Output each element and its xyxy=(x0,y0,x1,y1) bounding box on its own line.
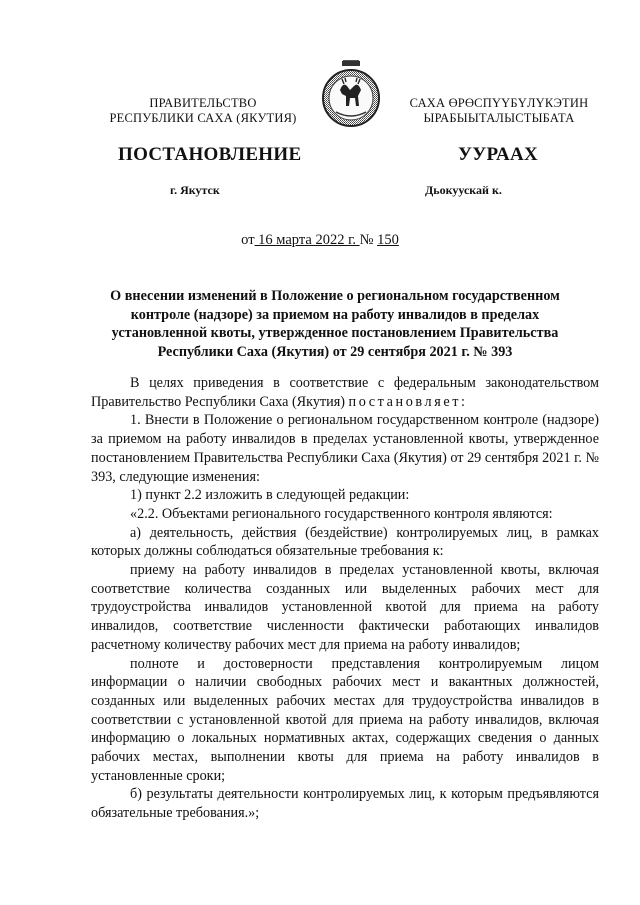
paragraph: «2.2. Объектами регионального государственного контроля являются: xyxy=(130,505,553,522)
document-body xyxy=(91,374,599,823)
paragraph-text: В целях приведения в соответствие с федеральным законодательством Правительство Республики Саха (Якутия) xyxy=(91,375,599,410)
paragraph: а) деятельность, действия (бездействие) контролируемых лиц, в рамках которых должны соблюдаться обязательные требования к: xyxy=(91,524,599,560)
doc-type-sakha: УУРААХ xyxy=(458,144,539,165)
paragraph-end: : xyxy=(461,393,465,410)
header-left xyxy=(88,96,318,126)
paragraph: б) результаты деятельности контролируемых лиц, к которым предъявляются обязательные требования.»; xyxy=(91,786,599,822)
paragraph xyxy=(91,374,599,411)
date-prefix: от xyxy=(241,232,255,248)
paragraph: приему на работу инвалидов в пределах установленной квоты, включая соответствие количества созданных или выделенных рабочих мест для трудоустройства инвалидов установленной квотой для приема на работу инвалидов, соответствие численности фактически работающих инвалидов расчетному количеству рабочих мест для приема на работу инвалидов; xyxy=(91,562,599,653)
paragraph: 1. Внести в Положение о региональном государственном контроле (надзоре) за приемом на работу инвалидов в пределах установленной квоты, утвержденное постановлением Правительства Республики Саха (Якутия) от 29 сентября 2021 г. № 393, следующие изменения: xyxy=(91,412,599,485)
doc-type-ru: ПОСТАНОВЛЕНИЕ xyxy=(118,144,302,165)
resolution-word: постановляет xyxy=(348,393,462,410)
number-sign: № xyxy=(359,232,378,248)
city-ru: г. Якутск xyxy=(170,183,220,197)
header-left-line2: РЕСПУБЛИКИ САХА (ЯКУТИЯ) xyxy=(109,111,297,125)
city-sakha: Дьокуускай к. xyxy=(425,183,502,197)
document-number: 150 xyxy=(377,232,399,248)
document-title: О внесении изменений в Положение о региональном государственном контроле (надзоре) за приемом на работу инвалидов в пределах установленной квоты, утвержденное постановлением Правительства Республики Саха (Якутия) от 29 сентября 2021 г. № 393 xyxy=(110,288,560,360)
header-left-line1: ПРАВИТЕЛЬСТВО xyxy=(149,96,257,110)
header-right xyxy=(384,96,614,126)
paragraph: полноте и достоверности представления контролируемым лицом информации о наличии свободных рабочих мест и вакантных должностей, созданных или выделенных рабочих местах для трудоустройства инвалидов в соответствии с установленной квотой для приема на работу инвалидов, включая информацию о локальных нормативных актах, содержащих сведения о данных рабочих местах, выполнении квоты для приема на работу инвалидов в установленные сроки; xyxy=(91,655,599,784)
date-value: 16 марта 2022 г. xyxy=(254,232,360,248)
paragraph: 1) пункт 2.2 изложить в следующей редакции: xyxy=(130,487,410,504)
coat-of-arms-icon xyxy=(320,60,382,130)
date-line xyxy=(0,232,640,249)
header-right-line2: ЫРАБЫЫТАЛЫСТЫБАТА xyxy=(423,111,575,125)
header-right-line1: САХА ӨРӨСПҮҮБҮЛҮКЭТИН xyxy=(409,96,589,110)
